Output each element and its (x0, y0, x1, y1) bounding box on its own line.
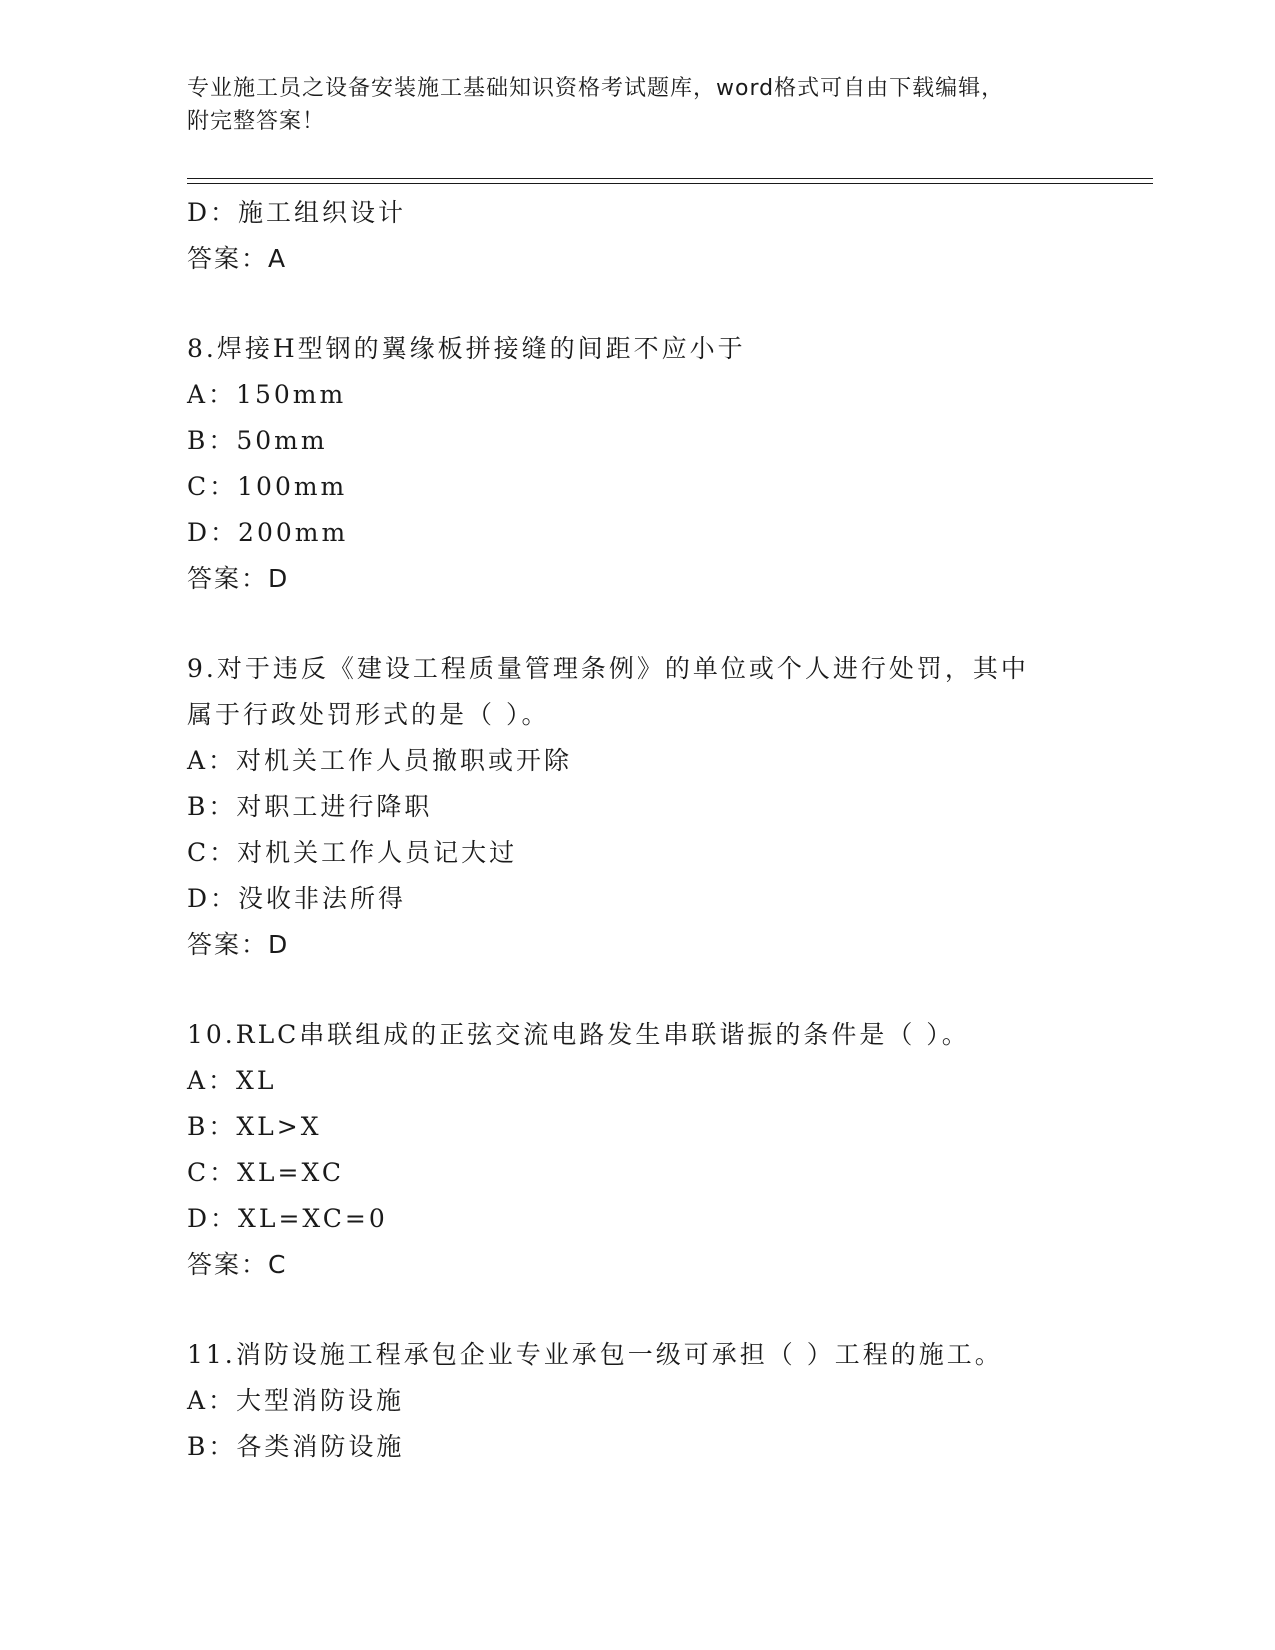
option-d: D：施工组织设计 (187, 198, 407, 227)
answer: 答案：C (187, 1250, 288, 1279)
option-a: A：对机关工作人员撤职或开除 (187, 746, 573, 775)
option-c: C：XL=XC (187, 1158, 344, 1187)
question-stem-line-2: 属于行政处罚形式的是（ ）。 (187, 700, 550, 729)
option-b: B：XL>X (187, 1112, 322, 1141)
question-stem-line-1: 9.对于违反《建设工程质量管理条例》的单位或个人进行处罚，其中 (187, 654, 1029, 683)
answer: 答案：A (187, 244, 288, 273)
option-a: A：XL (187, 1066, 277, 1095)
option-d: D：XL=XC=0 (187, 1204, 388, 1233)
header-line-2: 附完整答案！ (187, 109, 326, 134)
question-8 (187, 326, 1087, 602)
answer: 答案：D (187, 564, 290, 593)
answer: 答案：D (187, 930, 290, 959)
option-a: A：150mm (187, 380, 347, 409)
question-9 (187, 646, 1087, 968)
question-stem: 11.消防设施工程承包企业专业承包一级可承担（ ）工程的施工。 (187, 1340, 1003, 1369)
question-content (187, 190, 1087, 1470)
option-c: C：对机关工作人员记大过 (187, 838, 518, 867)
header-divider-top (187, 178, 1153, 179)
option-d: D：200mm (187, 518, 349, 547)
option-b: B：50mm (187, 426, 328, 455)
question-stem: 10.RLC串联组成的正弦交流电路发生串联谐振的条件是（ ）。 (187, 1020, 970, 1049)
option-b: B：各类消防设施 (187, 1432, 405, 1461)
header-divider-bottom (187, 183, 1153, 184)
option-d: D：没收非法所得 (187, 884, 407, 913)
previous-question-tail (187, 190, 1087, 282)
document-header (187, 72, 1087, 138)
question-10 (187, 1012, 1087, 1288)
option-a: A：大型消防设施 (187, 1386, 405, 1415)
header-line-1: 专业施工员之设备安装施工基础知识资格考试题库，word格式可自由下载编辑， (187, 76, 1005, 101)
question-stem: 8.焊接H型钢的翼缘板拼接缝的间距不应小于 (187, 334, 746, 363)
option-b: B：对职工进行降职 (187, 792, 433, 821)
option-c: C：100mm (187, 472, 348, 501)
question-11 (187, 1332, 1087, 1470)
